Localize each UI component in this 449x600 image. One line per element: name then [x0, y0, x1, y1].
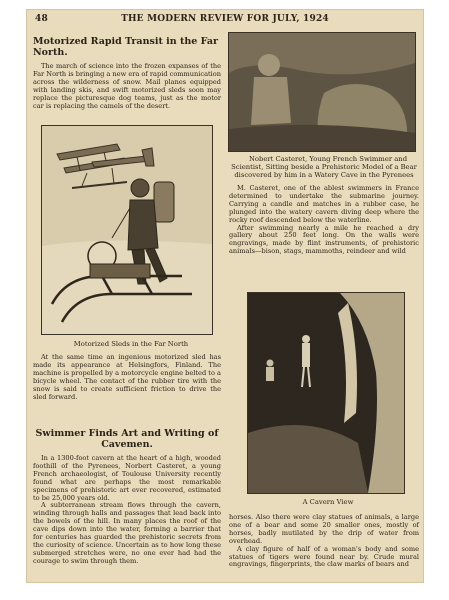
- magazine-page: [27, 10, 423, 582]
- article-swimmer-cavemen: [33, 428, 221, 566]
- right-column-text: [229, 155, 419, 256]
- right-column-lower: [229, 498, 419, 569]
- right-paragraph3: horses. Also there were clay statues of animals, a large one of a bear and some 20 smaller ones, mostly of horses, badly mutilated by the drip of water from overhead.: [229, 513, 419, 545]
- sled-illustration: [41, 125, 213, 335]
- sled-caption: Motorized Sleds in the Far North: [73, 340, 189, 348]
- cavern-caption: A Cavern View: [302, 498, 354, 506]
- right-paragraph2: After swimming nearly a mile he reached a dry gallery about 250 feet long. On the walls were engravings, made by flint instruments, of prehistoric animals—bison, stags, mammoths, reindeer and wild: [229, 223, 419, 256]
- article-motorized-transit: [33, 36, 221, 110]
- page-number: 48: [35, 14, 48, 24]
- casteret-bear-image: [229, 33, 415, 151]
- article2-paragraph1: In a 1300-foot cavern at the heart of a high, wooded foothill of the Pyrenees, Norbert Casteret, a young French archaeologist, of Toulouse University recently found what are perhaps the most remarkable specimens of prehistoric art ever recovered, estimated to be 25,000 years old.: [33, 454, 221, 502]
- article1-paragraph2: At the same time an ingenious motorized sled has made its appearance at Helsingfors, Finland. The machine is propelled by a motorcycle engine belted to a bicycle wheel. The contact of the rubber tire with the snow is said to create sufficient friction to drive the sled forward.: [33, 353, 221, 401]
- article1-headline: Motorized Rapid Transit in the Far North.: [33, 36, 219, 58]
- article1-paragraph1: The march of science into the frozen expanses of the Far North is bringing a new era of rapid communication across the wilderness of snow. Mail planes equipped with landing skis, and swift motorized sleds soon may replace the picturesque dog teams, just as the motor car is replacing the camels of the desert.: [33, 62, 222, 110]
- page-header: [35, 14, 415, 28]
- right-paragraph1: M. Casteret, one of the ablest swimmers in France determined to undertake the submarine journey. Carrying a candle and matches in a rubber case, he plunged into the watery cavern diving deep where the rocky roof descended below the waterline.: [229, 184, 419, 224]
- article2-paragraph2: A subterranean stream flows through the cavern, winding through halls and passages that lead back into the bowels of the hill. In many places the roof of the cave dips down into the water, forming a barrier that for centuries has guarded the prehistoric secrets from the curiosity of science. Uncertain as to how long these submerged stretches were, no one ever had had the courage to swim through them.: [33, 501, 221, 565]
- article2-headline: Swimmer Finds Art and Writing of Cavemen.: [35, 428, 219, 450]
- right-paragraph4: A clay figure of half of a woman's body and some statues of tigers were found near by. Crude mural engravings, fingerprints, the claw marks of bears and: [229, 544, 419, 569]
- article1-continued: [33, 340, 221, 401]
- casteret-bear-photo: [228, 32, 416, 152]
- journal-title: THE MODERN REVIEW FOR JULY, 1924: [121, 14, 329, 24]
- casteret-caption: Nobert Casteret, Young French Swimmer and Scientist, Sitting beside a Prehistoric Model of a Bear discovered by him in a Watery Cave in the Pyrenees: [231, 155, 417, 179]
- cavern-photo: [247, 292, 405, 494]
- cavern-image: [248, 293, 404, 493]
- sled-drawing: [42, 126, 212, 334]
